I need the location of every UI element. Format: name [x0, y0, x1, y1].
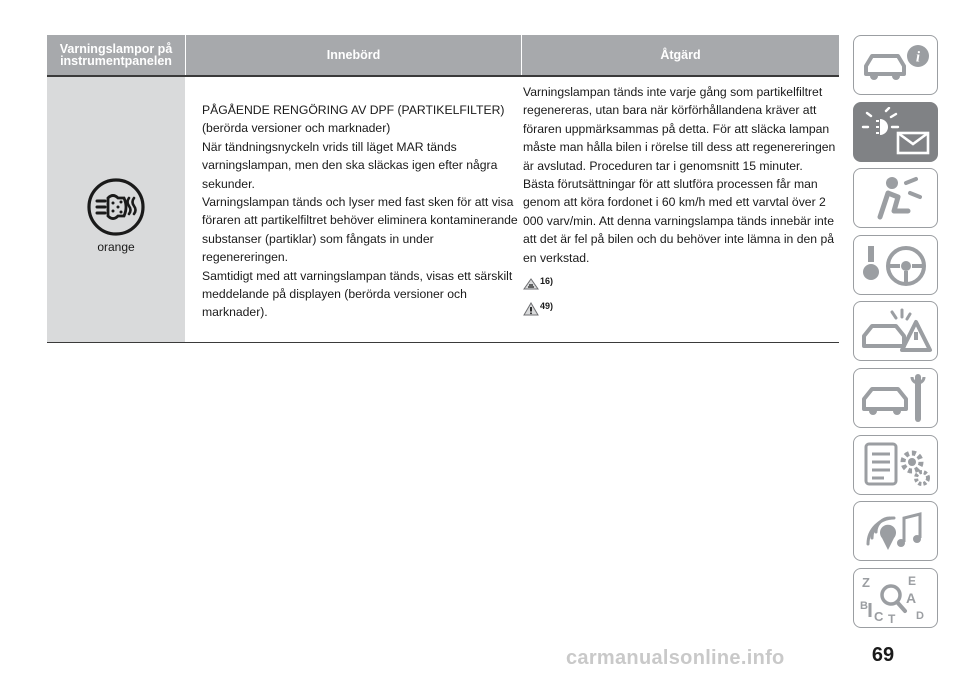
airbag-seat-icon [858, 173, 934, 223]
index-letter: A [905, 589, 916, 606]
action-cell [520, 77, 839, 342]
tab-safety[interactable] [853, 168, 938, 228]
tab-technical-data[interactable] [853, 435, 938, 495]
action-paragraph: Varningslampan tänds inte varje gång som partikelfiltret regenereras, utan bara när körförhållandena kräver att föraren uppmärksammas på detta. För att släcka lampan måste man hålla bilen i rörelse till dess att regenereringen är avslutad. Proceduren tar i genomsnitt 15 minuter. [523, 85, 836, 173]
header-meaning: Innebörd [186, 35, 522, 75]
table-header [47, 35, 839, 77]
index-letter: D [915, 609, 924, 622]
tab-emergency[interactable] [853, 301, 938, 361]
table-row [47, 77, 839, 343]
index-letter: C [873, 608, 883, 623]
chapter-sidebar [853, 35, 938, 634]
watermark: carmanualsonline.info [566, 647, 785, 669]
warning-light-message-icon [858, 107, 934, 157]
header-action: Åtgärd [660, 48, 701, 62]
warning-triangle-icon [523, 302, 539, 316]
tab-car-info[interactable] [853, 35, 938, 95]
steering-wheel-key-icon [858, 240, 934, 290]
tab-index[interactable] [853, 568, 938, 628]
index-letter: Z [861, 574, 870, 590]
note-reference[interactable] [523, 272, 839, 290]
page-number: 69 [871, 644, 895, 666]
index-letter: E [907, 573, 916, 588]
tab-warning-lights[interactable] [853, 102, 938, 162]
meaning-cell [185, 77, 520, 342]
meaning-paragraph: När tändningsnyckeln vrids till läget MAR tänds varningslampan, men den ska släckas igen efter några sekunder. [202, 139, 498, 191]
car-info-icon [858, 40, 934, 90]
emergency-car-icon [858, 306, 934, 356]
header-lamps: Varningslampor på instrumentpanelen [47, 35, 186, 75]
note-icon [523, 278, 539, 290]
warning-reference-label: 49) [540, 301, 554, 312]
warning-lamp-table [47, 35, 839, 343]
index-letter: T [887, 611, 895, 623]
tab-multimedia[interactable] [853, 501, 938, 561]
meaning-title: PÅGÅENDE RENGÖRING AV DPF (PARTIKELFILTER) [202, 103, 505, 117]
meaning-paragraph: Samtidigt med att varningslampan tänds, visas ett särskilt meddelande på displayen (berörda versioner och marknader). [202, 268, 513, 320]
index-letter: B [859, 599, 868, 612]
tab-driving[interactable] [853, 235, 938, 295]
meaning-scope: (berörda versioner och marknader) [202, 121, 391, 136]
warning-reference[interactable] [523, 297, 839, 315]
car-wrench-icon [858, 373, 934, 423]
dpf-warning-icon [85, 176, 147, 238]
action-paragraph: Bästa förutsättningar för att slutföra processen får man genom att köra fordonet i 60 km/h med ett varvtal över 2 000 varv/min. Att denna varningslampa tänds innebär inte att det är fel på bilen och du behöver inte lämna in den på en verkstad. [523, 177, 834, 265]
specs-gear-icon [858, 440, 934, 490]
note-reference-label: 16) [540, 276, 554, 287]
alphabetical-index-icon [858, 573, 934, 623]
lamp-color-label: orange [97, 239, 135, 254]
lamp-cell [47, 77, 185, 342]
tab-maintenance[interactable] [853, 368, 938, 428]
svg-text:i: i [915, 49, 920, 66]
meaning-paragraph: Varningslampan tänds och lyser med fast sken för att visa föraren att partikelfiltret behöver eliminera kontaminerande substanser (partiklar) som fångats in under regenereringen. [202, 195, 518, 265]
multimedia-icon [858, 506, 934, 556]
